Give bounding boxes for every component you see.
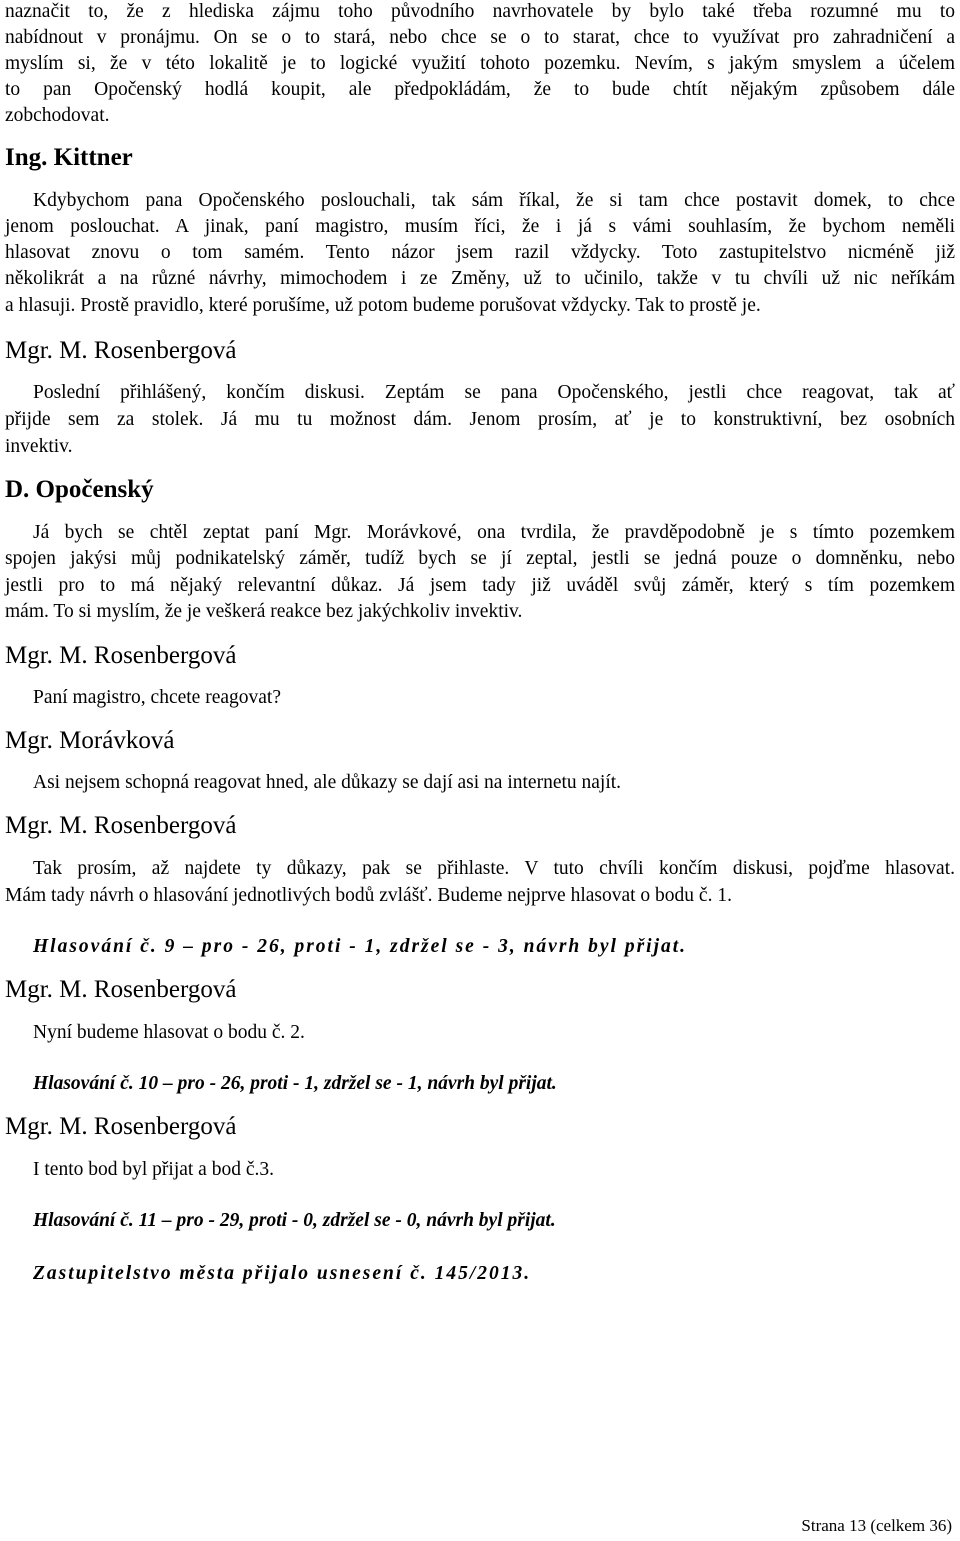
rosenbergova-line: Mám tady návrh o hlasování jednotlivých bodů zvlášť. Budeme nejprve hlasovat o bodu č. 1. (5, 885, 732, 906)
opocensky-line: mám. To si myslím, že je veškerá reakce bez jakýchkoliv invektiv. (5, 601, 523, 622)
page-number-footer: Strana 13 (celkem 36) (801, 1516, 952, 1535)
rosenbergova-line: Poslední přihlášený, končím diskusi. Zeptám se pana Opočenského, jestli chce reagovat, tak ať (33, 382, 955, 403)
kittner-line: jenom poslouchat. A jinak, paní magistro, musím říci, že i já s vámi souhlasím, že bychom neměli (5, 216, 955, 237)
vote-result-10: Hlasování č. 10 – pro - 26, proti - 1, zdržel se - 1, návrh byl přijat. (33, 1073, 557, 1094)
rosenbergova-line: Paní magistro, chcete reagovat? (33, 687, 281, 708)
rosenbergova-line: Tak prosím, až najdete ty důkazy, pak se přihlaste. V tuto chvíli končím diskusi, pojďme hlasovat. (33, 858, 955, 879)
speaker-heading-rosenbergova: Mgr. M. Rosenbergová (5, 337, 237, 364)
opocensky-line: jestli pro to má nějaký relevantní důkaz. Já jsem tady již uváděl svůj záměr, který s tím pozemkem (5, 575, 955, 596)
speaker-heading-moravkova: Mgr. Morávková (5, 727, 175, 754)
kittner-line: hlasovat znovu o tom samém. Tento názor jsem razil vždycky. Toto zastupitelstvo nicméně již (5, 242, 955, 263)
speaker-heading-rosenbergova: Mgr. M. Rosenbergová (5, 976, 237, 1003)
opocensky-line: Já bych se chtěl zeptat paní Mgr. Morávkové, ona tvrdila, že pravděpodobně je s tímto pozemkem (33, 522, 955, 543)
speaker-heading-rosenbergova: Mgr. M. Rosenbergová (5, 642, 237, 669)
intro-line: nabídnout v pronájmu. On se o to stará, nebo chce se o to starat, chce to využívat pro zahradničení a (5, 27, 955, 48)
kittner-line: a hlasuji. Prostě pravidlo, které porušíme, už potom budeme porušovat vždycky. Tak to prostě je. (5, 295, 761, 316)
vote-result-11: Hlasování č. 11 – pro - 29, proti - 0, zdržel se - 0, návrh byl přijat. (33, 1210, 556, 1231)
speaker-heading-rosenbergova: Mgr. M. Rosenbergová (5, 1113, 237, 1140)
rosenbergova-line: invektiv. (5, 436, 73, 457)
speaker-heading-kittner: Ing. Kittner (5, 144, 133, 171)
rosenbergova-line: I tento bod byl přijat a bod č.3. (33, 1159, 274, 1180)
intro-line: to pan Opočenský hodlá koupit, ale předpokládám, že to bude chtít nějakým způsobem dále (5, 79, 955, 100)
vote-result-9: Hlasování č. 9 – pro - 26, proti - 1, zdržel se - 3, návrh byl přijat. (33, 936, 688, 957)
intro-line: myslím si, že v této lokalitě je to logické využití tohoto pozemku. Nevím, s jakým smyslem a účelem (5, 53, 955, 74)
speaker-heading-rosenbergova: Mgr. M. Rosenbergová (5, 812, 237, 839)
opocensky-line: spojen jakýsi můj podnikatelský záměr, tudíž bych se jí zeptal, jestli se jedná pouze o domněnku, nebo (5, 548, 955, 569)
speaker-heading-opocensky: D. Opočenský (5, 476, 154, 503)
kittner-line: Kdybychom pana Opočenského poslouchali, tak sám říkal, že si tam chce postavit domek, to chce (33, 190, 955, 211)
moravkova-line: Asi nejsem schopná reagovat hned, ale důkazy se dají asi na internetu najít. (33, 772, 622, 793)
resolution-line: Zastupitelstvo města přijalo usnesení č. 145/2013. (33, 1263, 532, 1284)
intro-line: zobchodovat. (5, 105, 110, 126)
kittner-line: několikrát a na různé návrhy, mimochodem i ze Změny, už to učinilo, takže v tu chvíli už nic neříkám (5, 268, 955, 289)
rosenbergova-line: Nyní budeme hlasovat o bodu č. 2. (33, 1022, 305, 1043)
intro-line: naznačit to, že z hlediska zájmu toho původního navrhovatele by bylo také třeba rozumné mu to (5, 1, 955, 22)
rosenbergova-line: přijde sem za stolek. Já mu tu možnost dám. Jenom prosím, ať je to konstruktivní, bez osobních (5, 409, 955, 430)
